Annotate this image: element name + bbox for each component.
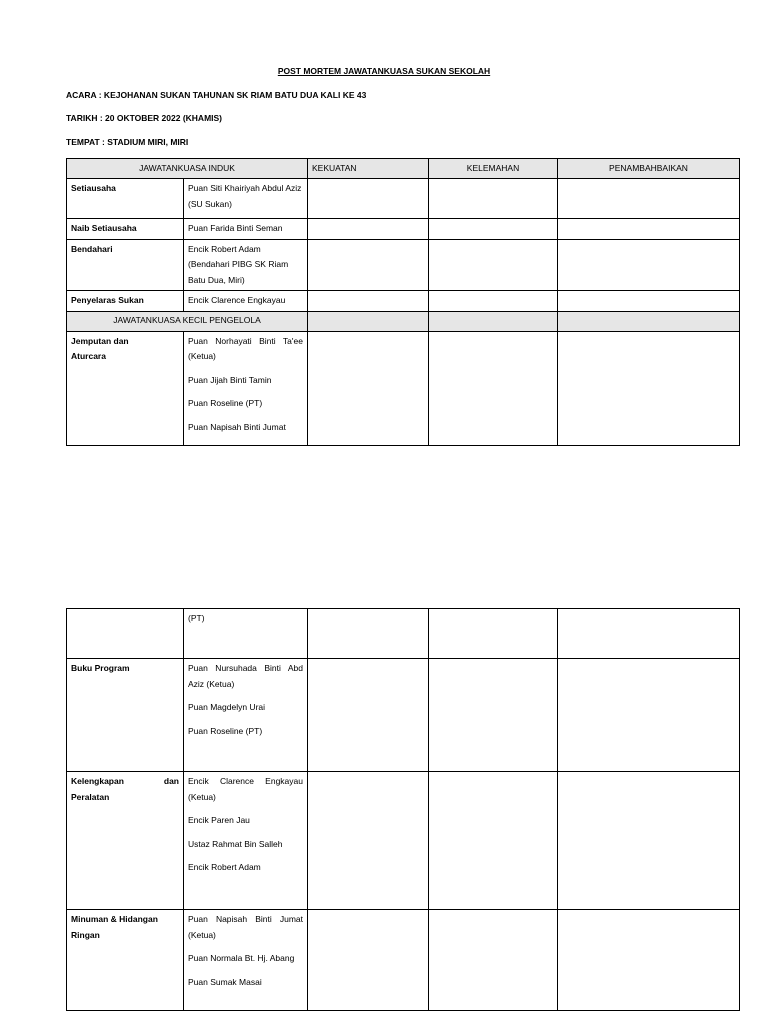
kekuatan-cell[interactable] <box>308 239 429 291</box>
kekuatan-cell[interactable] <box>308 772 429 910</box>
member-cell <box>184 331 308 445</box>
subheader-empty-cell <box>558 311 740 331</box>
penambahbaikan-cell[interactable] <box>558 179 740 219</box>
table-header-row <box>67 159 740 179</box>
member-name: Puan Napisah Binti Jumat <box>188 421 286 432</box>
penambahbaikan-cell[interactable] <box>558 291 740 312</box>
kekuatan-cell[interactable] <box>308 659 429 772</box>
table-row <box>67 239 740 291</box>
document-title: POST MORTEM JAWATANKUASA SUKAN SEKOLAH <box>277 66 491 76</box>
table-row <box>67 659 740 772</box>
member-cell <box>184 910 308 1011</box>
subheader-empty-cell <box>429 311 558 331</box>
member-name: Puan Sumak Masai <box>188 976 262 987</box>
event-line: ACARA : KEJOHANAN SUKAN TAHUNAN SK RIAM BATU DUA KALI KE 43 <box>66 90 367 100</box>
kelemahan-cell[interactable] <box>429 239 558 291</box>
role-cell: Bendahari <box>67 239 184 291</box>
penambahbaikan-cell[interactable] <box>558 772 740 910</box>
header-penambahbaikan: PENAMBAHBAIKAN <box>558 159 740 179</box>
member-cell <box>184 659 308 772</box>
member-cell <box>184 291 308 312</box>
kekuatan-cell[interactable] <box>308 219 429 240</box>
role-cell: Penyelaras Sukan <box>67 291 184 312</box>
kekuatan-cell[interactable] <box>308 910 429 1011</box>
kelemahan-cell[interactable] <box>429 219 558 240</box>
penambahbaikan-cell[interactable] <box>558 910 740 1011</box>
kekuatan-cell[interactable] <box>308 609 429 659</box>
kelemahan-cell[interactable] <box>429 659 558 772</box>
role-cell <box>67 331 184 445</box>
role-cell: Setiausaha <box>67 179 184 219</box>
member-name: (PT) <box>188 613 205 623</box>
member-name: Ustaz Rahmat Bin Salleh <box>188 838 283 849</box>
venue-line: TEMPAT : STADIUM MIRI, MIRI <box>66 137 189 147</box>
committee-table-page1 <box>66 158 740 446</box>
penambahbaikan-cell[interactable] <box>558 609 740 659</box>
kelemahan-cell[interactable] <box>429 179 558 219</box>
table-row <box>67 910 740 1011</box>
member-cell <box>184 219 308 240</box>
member-name: Puan Jijah Binti Tamin <box>188 374 272 385</box>
member-name: Encik Clarence Engkayau (Ketua) <box>188 776 303 802</box>
member-cell <box>184 609 308 659</box>
header-kekuatan: KEKUATAN <box>308 159 429 179</box>
role-cell <box>67 910 184 1011</box>
kelemahan-cell[interactable] <box>429 772 558 910</box>
kekuatan-cell[interactable] <box>308 179 429 219</box>
role-cell: Naib Setiausaha <box>67 219 184 240</box>
member-name: Encik Robert Adam <box>188 862 261 872</box>
role-cell <box>67 609 184 659</box>
role-label: Kelengkapan dan Peralatan <box>71 776 179 802</box>
header-jawatankuasa-induk: JAWATANKUASA INDUK <box>67 159 308 179</box>
penambahbaikan-cell[interactable] <box>558 659 740 772</box>
table-row <box>67 772 740 910</box>
committee-table-page2 <box>66 608 740 1011</box>
member-name: Puan Norhayati Binti Ta'ee (Ketua) <box>188 335 303 361</box>
subheader-empty-cell <box>308 311 429 331</box>
subheader-label: JAWATANKUASA KECIL PENGELOLA <box>67 311 308 331</box>
kelemahan-cell[interactable] <box>429 331 558 445</box>
member-name: Encik Clarence Engkayau <box>188 295 286 305</box>
penambahbaikan-cell[interactable] <box>558 239 740 291</box>
penambahbaikan-cell[interactable] <box>558 331 740 445</box>
table-row <box>67 219 740 240</box>
header-kelemahan: KELEMAHAN <box>429 159 558 179</box>
role-cell <box>67 772 184 910</box>
member-name: Encik Paren Jau <box>188 815 250 825</box>
kekuatan-cell[interactable] <box>308 291 429 312</box>
subheader-row <box>67 311 740 331</box>
kekuatan-cell[interactable] <box>308 331 429 445</box>
member-cell <box>184 772 308 910</box>
role-cell: Buku Program <box>67 659 184 772</box>
member-cell <box>184 179 308 219</box>
table-row <box>67 609 740 659</box>
role-label: Minuman & Hidangan Ringan <box>71 914 158 940</box>
member-cell <box>184 239 308 291</box>
role-label: Jemputan dan Aturcara <box>71 335 129 361</box>
member-name: Puan Roseline (PT) <box>188 725 263 736</box>
member-name: Puan Magdelyn Urai <box>188 702 266 712</box>
kelemahan-cell[interactable] <box>429 910 558 1011</box>
kelemahan-cell[interactable] <box>429 291 558 312</box>
table-row <box>67 179 740 219</box>
member-name: Puan Farida Binti Seman <box>188 223 283 233</box>
member-name: Encik Robert Adam (Bendahari PIBG SK Riam Batu Dua, Miri) <box>188 243 289 285</box>
table-row <box>67 331 740 445</box>
table-row <box>67 291 740 312</box>
member-name: Puan Napisah Binti Jumat (Ketua) <box>188 914 303 940</box>
member-name: Puan Roseline (PT) <box>188 398 263 408</box>
member-name: Puan Nursuhada Binti Abd Aziz (Ketua) <box>188 663 303 689</box>
date-line: TARIKH : 20 OKTOBER 2022 (KHAMIS) <box>66 113 223 123</box>
member-name: Puan Siti Khairiyah Abdul Aziz (SU Sukan) <box>188 183 302 209</box>
member-name: Puan Normala Bt. Hj. Abang <box>188 953 295 963</box>
penambahbaikan-cell[interactable] <box>558 219 740 240</box>
kelemahan-cell[interactable] <box>429 609 558 659</box>
